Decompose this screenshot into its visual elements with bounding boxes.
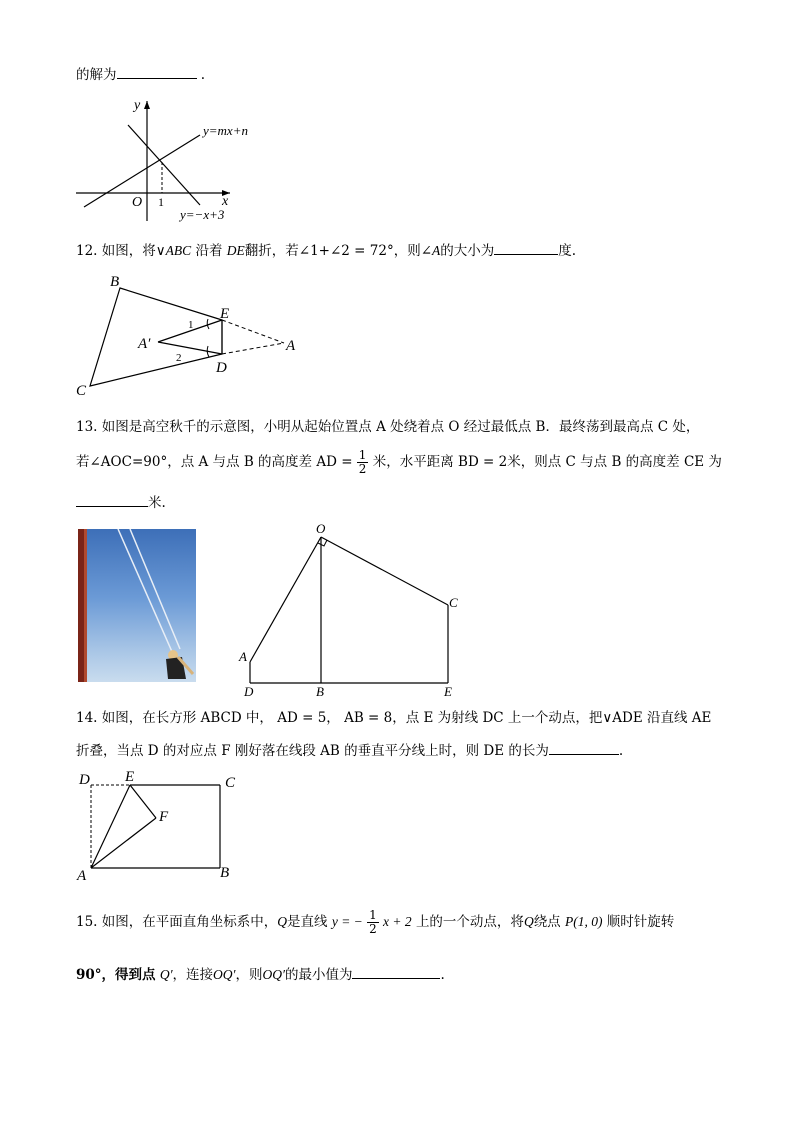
q11-answer-line: 的解为 .: [76, 64, 205, 84]
q14-label-B: B: [220, 865, 230, 881]
q12-blank: [494, 240, 558, 255]
q15-fraction: $\frac{1}{2}$: [369, 908, 377, 936]
q14-label-F: F: [159, 809, 169, 825]
q13-label-O: O: [316, 521, 326, 536]
q13-blank: [76, 492, 148, 507]
q14-figure: [70, 765, 260, 885]
q12-angle-1: 1: [188, 319, 194, 331]
q13-line3: 米.: [76, 492, 166, 512]
q12-label-A: A: [286, 338, 296, 354]
q13-label-E: E: [444, 684, 452, 699]
q14-label-A: A: [77, 868, 87, 884]
q15-line1: 15. 如图，在平面直角坐标系中，Q是直线 y = − $\frac{1}{2}$ x + 2 上的一个动点，将Q绕点 P(1, 0) 顺时针旋转: [76, 908, 675, 936]
q13-line2: 若∠AOC=90°，点 A 与点 B 的高度差 AD = $\frac{1}{2}$ 米，水平距离 BD = 2米，则点 C 与点 B 的高度差 CE 为: [76, 448, 722, 476]
q11-tick-label: 1: [158, 195, 164, 209]
q13-label-D: D: [244, 684, 254, 699]
q12-label-E: E: [220, 306, 230, 322]
q11-blank: [117, 64, 197, 79]
q12-figure: [70, 268, 310, 403]
q14-line1: 14. 如图，在长方形 ABCD 中， AD = 5， AB = 8，点 E 为射线 DC 上一个动点，把∨ADE 沿直线 AE: [76, 710, 712, 726]
q13-line1: 13. 如图是高空秋千的示意图，小明从起始位置点 A 处绕着点 O 经过最低点 B．最终荡到最高点 C 处，: [76, 419, 700, 435]
q11-graph: [70, 95, 290, 225]
q12-label-D: D: [216, 360, 227, 376]
q11-origin-label: O: [132, 195, 143, 210]
q12-label-B: B: [110, 274, 120, 290]
q13-fraction: $\frac{1}{2}$: [358, 448, 367, 476]
q14-label-C: C: [225, 775, 236, 791]
q14-line2: 折叠，当点 D 的对应点 F 刚好落在线段 AB 的垂直平分线上时，则 DE 的长为 .: [76, 740, 623, 760]
q11-line1-label: y=mx+n: [203, 123, 248, 138]
q14-label-E: E: [125, 769, 135, 785]
q12-text: 12. 如图，将∨ABC 沿着 DE翻折，若∠1+∠2 = 72°，则∠A的大小为 度.: [76, 240, 576, 260]
q11-x-axis-label: x: [222, 194, 229, 209]
q13-label-C: C: [449, 595, 458, 610]
q15-blank: [352, 964, 440, 979]
q11-y-axis-label: y: [134, 98, 141, 113]
q15-line2: 90°，得到点 Q′，连接OQ′，则OQ′的最小值为 .: [76, 964, 445, 984]
q13-label-A: A: [239, 649, 247, 664]
q14-blank: [549, 740, 619, 755]
swing-photo: [78, 529, 196, 682]
q12-label-A-prime: A′: [138, 336, 151, 352]
q12-angle-2: 2: [176, 352, 182, 364]
q11-line2-label: y=−x+3: [180, 207, 225, 222]
q13-label-B: B: [316, 684, 324, 699]
q12-label-C: C: [76, 383, 87, 399]
q14-label-D: D: [79, 772, 90, 788]
q13-figure: [230, 515, 480, 700]
